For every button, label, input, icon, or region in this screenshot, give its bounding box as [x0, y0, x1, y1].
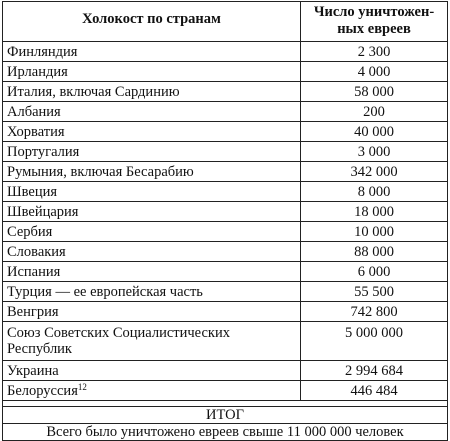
row-count: 8 000 — [301, 182, 448, 202]
row-count: 10 000 — [301, 222, 448, 242]
total-label: ИТОГ — [3, 407, 448, 424]
row-country-line1: Союз Советских Социалистических — [7, 325, 230, 341]
row-country: Словакия — [3, 242, 301, 262]
row-country: Албания — [3, 102, 301, 122]
row-country: Румыния, включая Бесарабию — [3, 162, 301, 182]
row-country-line2: Республик — [7, 341, 72, 357]
row-country: Италия, включая Сардинию — [3, 82, 301, 102]
row-count: 342 000 — [301, 162, 448, 182]
row-country: Швеция — [3, 182, 301, 202]
row-count: 18 000 — [301, 202, 448, 222]
row-country — [3, 322, 301, 361]
row-count: 6 000 — [301, 262, 448, 282]
row-count: 3 000 — [301, 142, 448, 162]
table-row — [3, 82, 448, 102]
row-country — [3, 381, 301, 401]
row-count: 2 300 — [301, 42, 448, 62]
row-count: 55 500 — [301, 282, 448, 302]
table-row — [3, 222, 448, 242]
row-country: Финляндия — [3, 42, 301, 62]
table-row — [3, 242, 448, 262]
total-text: Всего было уничтожено евреев свыше 11 000 000 человек — [3, 424, 448, 441]
table-row — [3, 122, 448, 142]
table-row — [3, 361, 448, 381]
table-row — [3, 182, 448, 202]
table-header-row — [3, 2, 448, 42]
table-row — [3, 142, 448, 162]
row-country: Швейцария — [3, 202, 301, 222]
row-count: 742 800 — [301, 302, 448, 322]
table-row — [3, 202, 448, 222]
row-count: 200 — [301, 102, 448, 122]
row-country: Португалия — [3, 142, 301, 162]
row-country: Украина — [3, 361, 301, 381]
row-count: 5 000 000 — [301, 322, 448, 361]
row-country: Венгрия — [3, 302, 301, 322]
footnote-marker: 12 — [77, 382, 87, 392]
table-row — [3, 162, 448, 182]
total-row-label — [3, 407, 448, 424]
table-row — [3, 42, 448, 62]
table-row — [3, 282, 448, 302]
header-country: Холокост по странам — [3, 2, 301, 42]
total-row-text — [3, 424, 448, 441]
row-country: Сербия — [3, 222, 301, 242]
table-row — [3, 62, 448, 82]
header-count-line1: Число уничтожен- — [313, 4, 435, 20]
row-count: 4 000 — [301, 62, 448, 82]
table-row — [3, 381, 448, 401]
row-country: Испания — [3, 262, 301, 282]
table-row — [3, 302, 448, 322]
table-row — [3, 322, 448, 361]
row-country: Хорватия — [3, 122, 301, 142]
row-count: 40 000 — [301, 122, 448, 142]
row-country-text: Белоруссия — [7, 383, 78, 399]
row-country: Ирландия — [3, 62, 301, 82]
row-count: 88 000 — [301, 242, 448, 262]
holocaust-table — [2, 1, 448, 441]
header-count-line2: ных евреев — [337, 21, 411, 37]
row-country: Турция — ее европейская часть — [3, 282, 301, 302]
header-count — [301, 2, 448, 42]
table-row — [3, 262, 448, 282]
row-count: 2 994 684 — [301, 361, 448, 381]
row-count: 446 484 — [301, 381, 448, 401]
row-count: 58 000 — [301, 82, 448, 102]
table-row — [3, 102, 448, 122]
